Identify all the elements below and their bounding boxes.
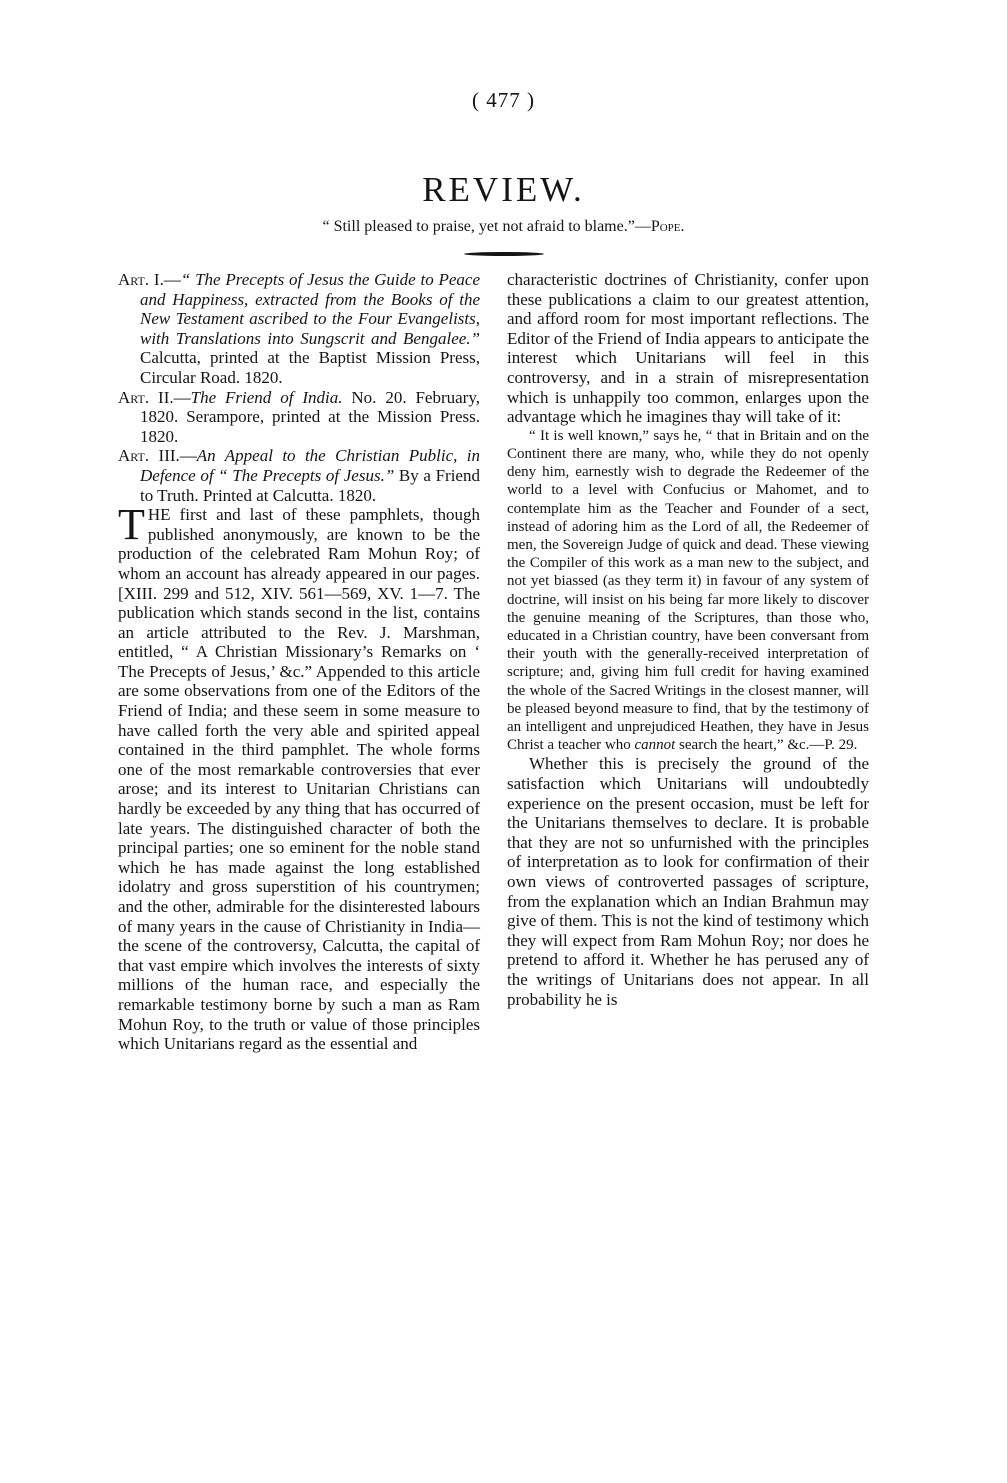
article-3-label: Art. III.— (118, 446, 197, 466)
quotation-text-b: search the heart,” &c.—P. 29. (675, 737, 858, 754)
page-title: REVIEW. (422, 170, 585, 209)
article-2-imprint: No. 20. February, 1820. Serampore, printed at the Mission Press. 1820. (140, 387, 480, 446)
drop-cap: T (118, 500, 145, 550)
epigraph (0, 218, 1007, 236)
quotation-text-a: “ It is well known,” says he, “ that in Britain and on the Continent there are many, who, while they do not openly deny him, earnestly wish to degrade the Redeemer of the world to a level with Confucius or Mahomet, and to contemplate him as the Teacher and Founder of a sect, instead of adoring him as the Lord of all, the Redeemer of men, the Sovereign Judge of quick and dead. These viewing the Compiler of this work as a man new to the subject, and not yet biassed (as they term it) in favour of any system of doctrine, will insist on his being far more likely to discover the genuine meaning of the Scriptures, than those who, educated in a Christian country, have been conversant from their youth with the generally-received interpretation of scripture; and, giving him full credit for having examined the whole of the Sacred Writings in the closest manner, will be pleased beyond measure to find, that by the testimony of an intelligent and unprejudiced Heathen, they have in Jesus Christ a teacher who (507, 427, 869, 754)
article-3-citation (118, 446, 480, 505)
page-number: ( 477 ) (472, 88, 535, 112)
article-3-title: An Appeal to the Christian Public, in Defence of “ The Precepts of Jesus.” (140, 446, 481, 485)
quotation-emphasis: cannot (634, 737, 676, 754)
article-2-label: Art. II.— (118, 387, 191, 407)
article-1-label: Art. I.— (118, 270, 181, 289)
left-column (118, 270, 480, 1054)
epigraph-author: Pope. (650, 218, 685, 235)
article-2-title: The Friend of India. (190, 387, 343, 407)
response-paragraph: Whether this is precisely the ground of the satisfaction which Unitarians will undoubtedly experience on the present occasion, must be left for the Unitarians themselves to declare. It is probable that they are not so unfurnished with the principles of interpretation as to look for confirmation of their own views of controverted passages of scripture, from the explanation which an Indian Brahmun may give of them. This is not the kind of testimony which they will expect from Ram Mohun Roy; nor does he pretend to afford it. Whether he has perused any of the writings of Unitarians does not appear. In all probability he is (507, 754, 869, 1009)
block-quotation (507, 427, 869, 755)
article-1-citation (118, 270, 480, 388)
continuation-paragraph: characteristic doctrines of Christianity, confer upon these publications a claim to our greatest attention, and afford room for most important reflections. The Editor of the Friend of India appears to anticipate the interest which Unitarians will feel in this controversy, and in a strain of misrepresentation which is unhappily too common, enlarges upon the advantage which he imagines thay will take of it: (507, 270, 869, 427)
article-1-imprint: Calcutta, printed at the Baptist Mission Press, Circular Road. 1820. (140, 348, 480, 387)
title-rule (464, 252, 544, 256)
epigraph-text: “ Still pleased to praise, yet not afraid to blame.”— (322, 218, 651, 235)
opening-smallcaps: HE (147, 505, 171, 525)
opening-body-text: first and last of these pamphlets, though published anonymously, are known to be the production of the celebrated Ram Mohun Roy; of whom an account has already appeared in our pages. [XIII. 299 and 512, XIV. 561—569, XV. 1—7. The publication which stands second in the list, contains an article attributed to the Rev. J. Marshman, entitled, “ A Christian Missionary’s Remarks on ‘ The Precepts of Jesus,’ &c.” Appended to this article are some observations from one of the Editors of the Friend of India; and these seem in some measure to have called forth the very able and spirited appeal contained in the third pamphlet. The whole forms one of the most remarkable controversies that ever arose; and its interest to Unitarian Christians can hardly be exceeded by any thing that has occurred of late years. The distinguished character of both the principal parties; one so eminent for the noble stand which he has made against the long established idolatry and gross superstition of his countrymen; and the other, admirable for the disinterested labours of many years in the cause of Christianity in India—the scene of the controversy, Calcutta, the capital of that vast empire which involves the interests of sixty millions of the human race, and especially the remarkable testimony borne by such a man as Ram Mohun Roy, to the truth or value of those principles which Unitarians regard as the essential and (118, 505, 480, 1054)
article-3-imprint: By a Friend to Truth. Printed at Calcutta. 1820. (140, 465, 480, 505)
article-2-citation (118, 388, 480, 447)
right-column (507, 270, 869, 1009)
review-opening-paragraph (118, 500, 480, 1054)
article-1-title: “ The Precepts of Jesus the Guide to Peace and Happiness, extracted from the Books of the New Testament ascribed to the Four Evangelists, with Translations into Sungscrit and Bengalee.” (140, 270, 480, 348)
